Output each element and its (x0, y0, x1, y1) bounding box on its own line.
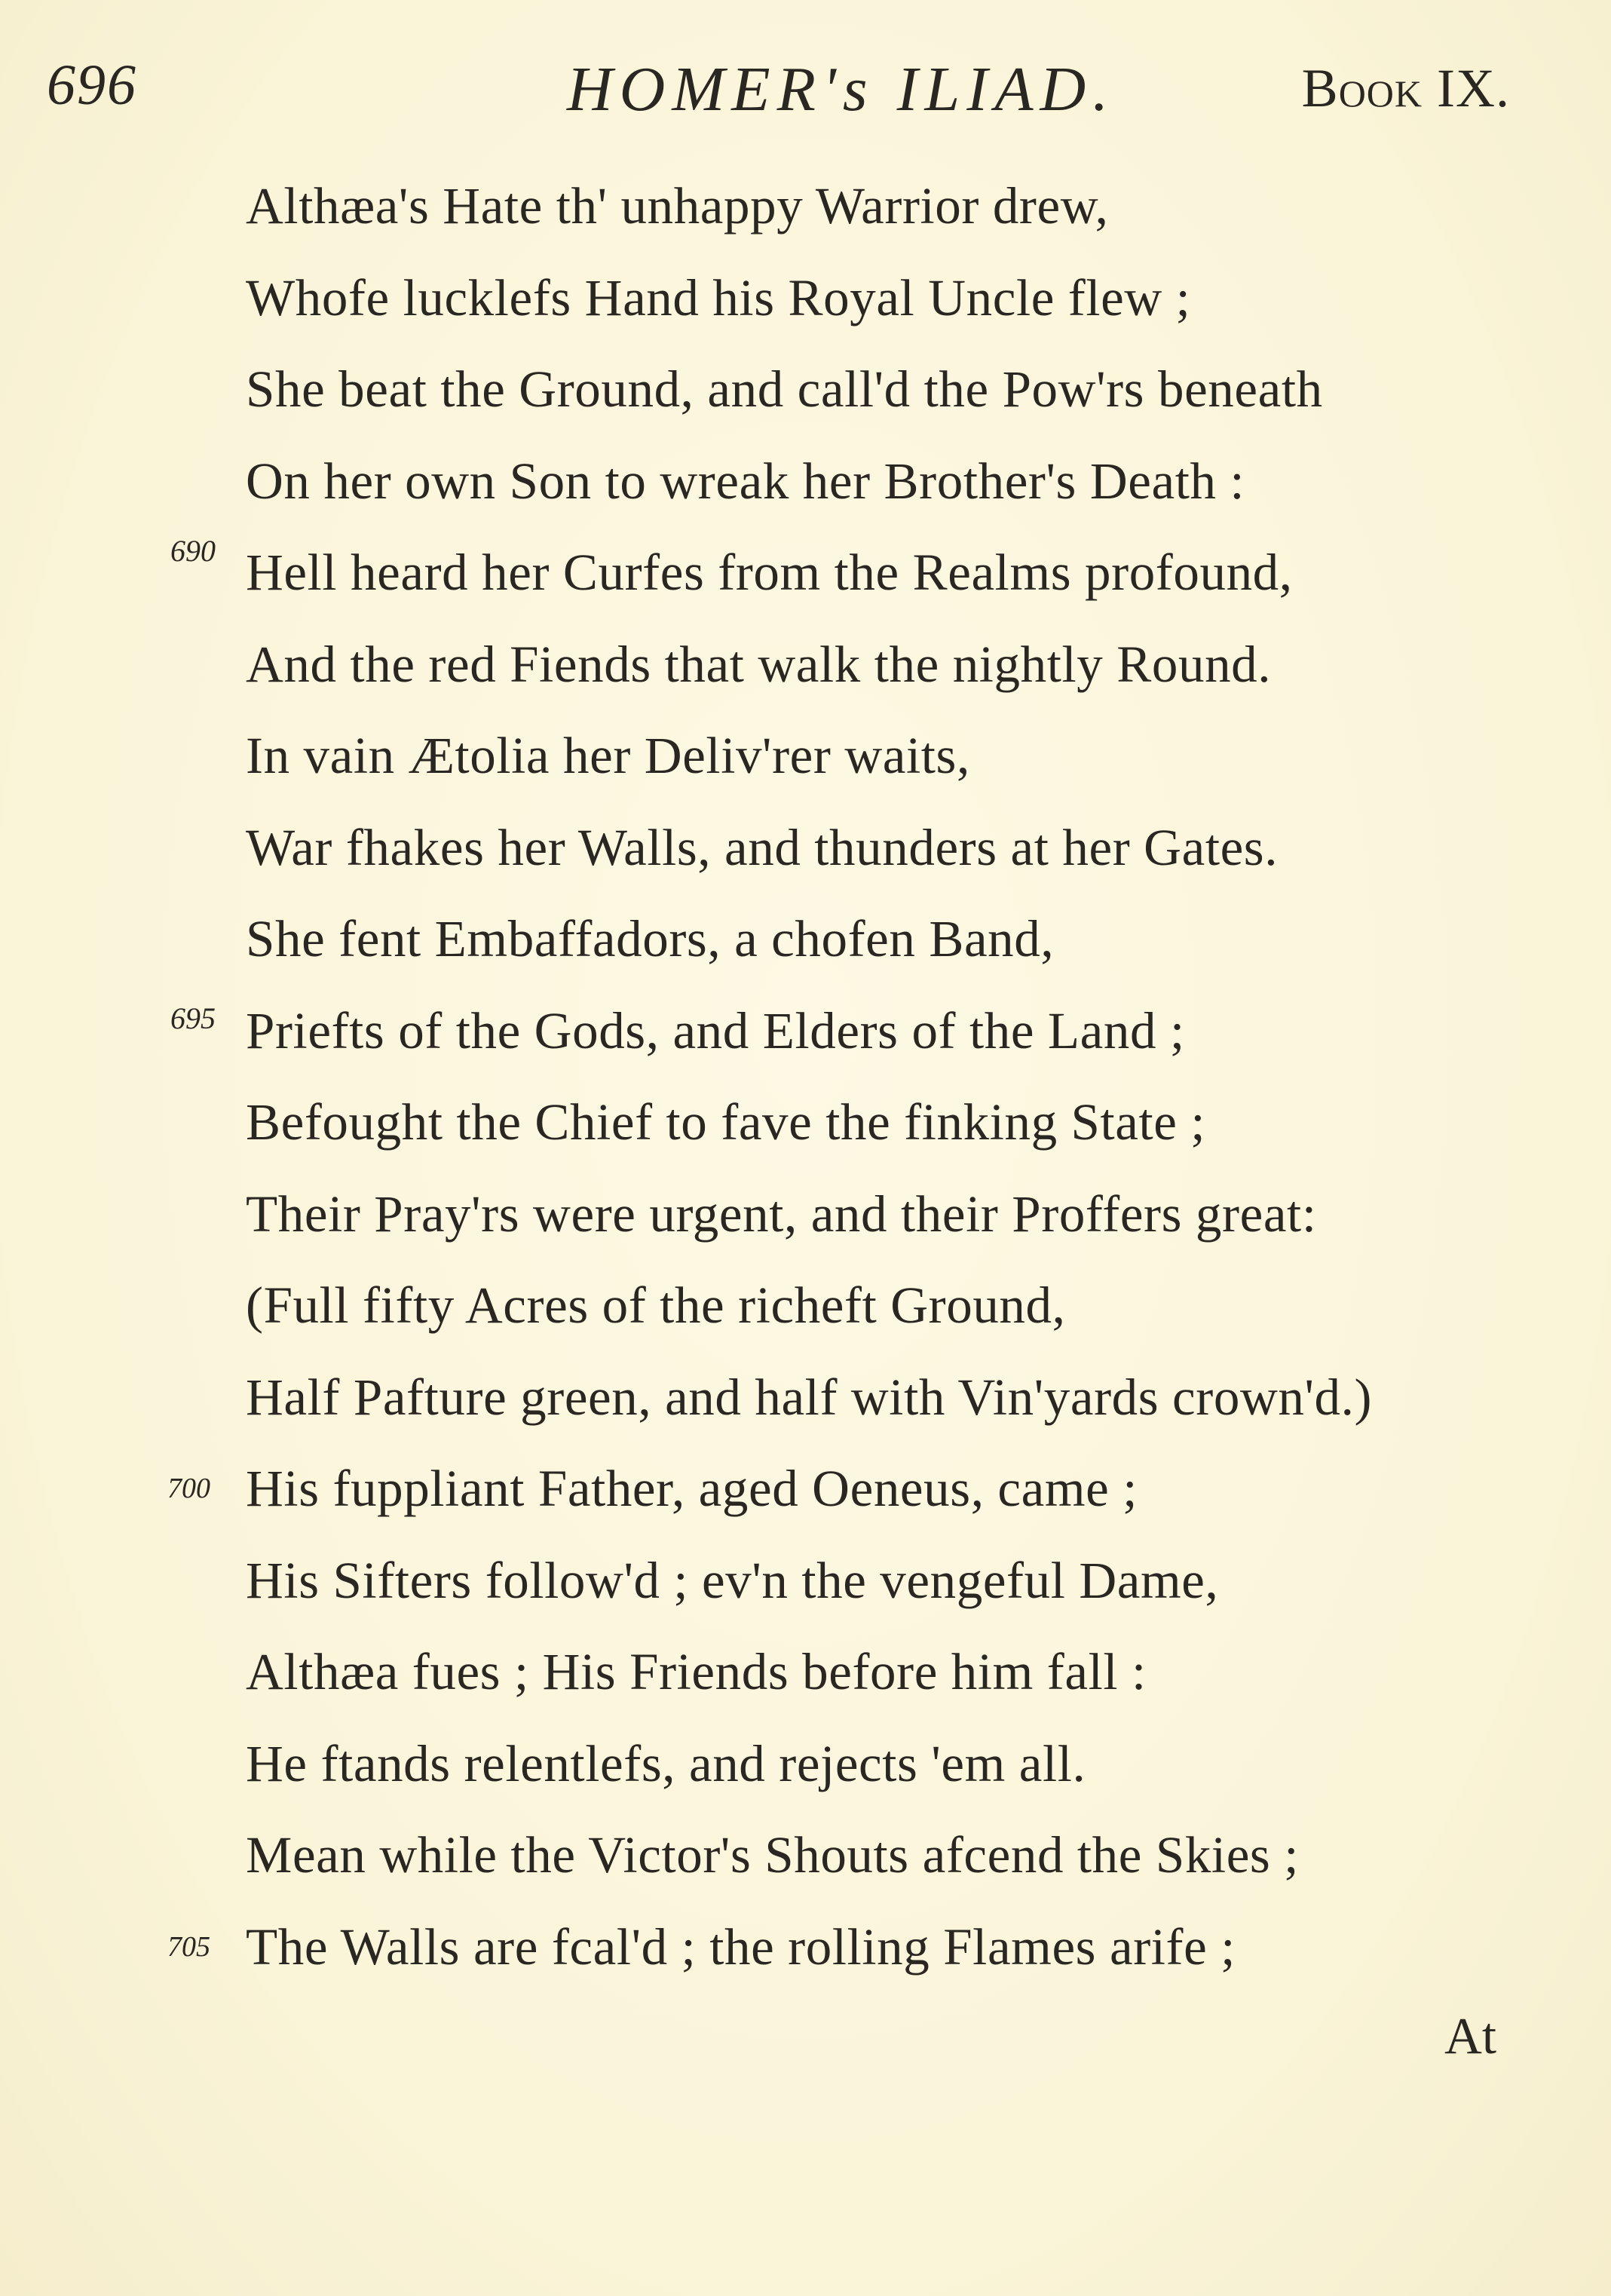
verse-line (0, 630, 1611, 722)
line-text: Mean while the Victor's Shouts afcend the Skies ; (246, 1826, 1300, 1884)
line-number: 700 (167, 1473, 210, 1504)
line-text: Priefts of the Gods, and Elders of the Land ; (246, 1001, 1185, 1059)
line-text: Althæa's Hate th' unhappy Warrior drew, (246, 177, 1109, 235)
verse-line (0, 172, 1611, 264)
verse-line (0, 1547, 1611, 1638)
verse-line (0, 1271, 1611, 1363)
line-text: War fhakes her Walls, and thunders at her Gates. (246, 818, 1279, 876)
line-text: On her own Son to wreak her Brother's Death : (246, 452, 1245, 510)
line-text: Hell heard her Curfes from the Realms profound, (246, 544, 1293, 601)
line-number: 705 (167, 1930, 210, 1963)
line-text: And the red Fiends that walk the nightly Round. (246, 635, 1272, 693)
line-text: Befought the Chief to fave the finking State ; (246, 1093, 1206, 1151)
verse-line (0, 1455, 1611, 1547)
verse-line (0, 814, 1611, 906)
verse-line (0, 997, 1611, 1089)
line-text: In vain Ætolia her Deliv'rer waits, (246, 727, 970, 784)
verse-line (0, 1638, 1611, 1730)
running-title: HOMER's ILIAD. (567, 54, 1116, 124)
line-text: His fuppliant Father, aged Oeneus, came ; (246, 1460, 1138, 1517)
verse-line (0, 534, 1611, 630)
line-number: 695 (170, 1001, 216, 1035)
verse-line (0, 1088, 1611, 1180)
line-number: 690 (170, 534, 216, 568)
line-text: The Walls are fcal'd ; the rolling Flames arife ; (246, 1917, 1236, 1976)
catchword: At (1444, 2007, 1496, 2065)
line-text: Their Pray'rs were urgent, and their Proffers great: (246, 1185, 1317, 1243)
verse-line (0, 1821, 1611, 1913)
verse-line (0, 447, 1611, 539)
line-text: Althæa fues ; His Friends before him fall : (246, 1643, 1147, 1700)
verse-line (0, 264, 1611, 356)
line-text: Half Pafture green, and half with Vin'yards crown'd.) (246, 1368, 1373, 1426)
verse-line (0, 1363, 1611, 1455)
line-text: She fent Embaffadors, a chofen Band, (246, 910, 1055, 967)
line-text: He ftands relentlefs, and rejects 'em all. (246, 1734, 1086, 1792)
verse-line (0, 355, 1611, 447)
verse-block (0, 172, 1611, 2004)
line-text: Whofe lucklefs Hand his Royal Uncle flew ; (246, 268, 1191, 326)
verse-line (0, 1913, 1611, 2005)
line-text: She beat the Ground, and call'd the Pow'rs beneath (246, 360, 1323, 418)
verse-line (0, 1180, 1611, 1272)
page-header (0, 53, 1611, 128)
book-label: Book IX. (1301, 58, 1510, 118)
line-text: (Full fifty Acres of the richeft Ground, (246, 1277, 1066, 1334)
verse-line (0, 905, 1611, 997)
verse-line (0, 722, 1611, 814)
line-text: His Sifters follow'd ; ev'n the vengeful Dame, (246, 1551, 1219, 1609)
page-number: 696 (47, 54, 137, 117)
verse-line (0, 1730, 1611, 1822)
